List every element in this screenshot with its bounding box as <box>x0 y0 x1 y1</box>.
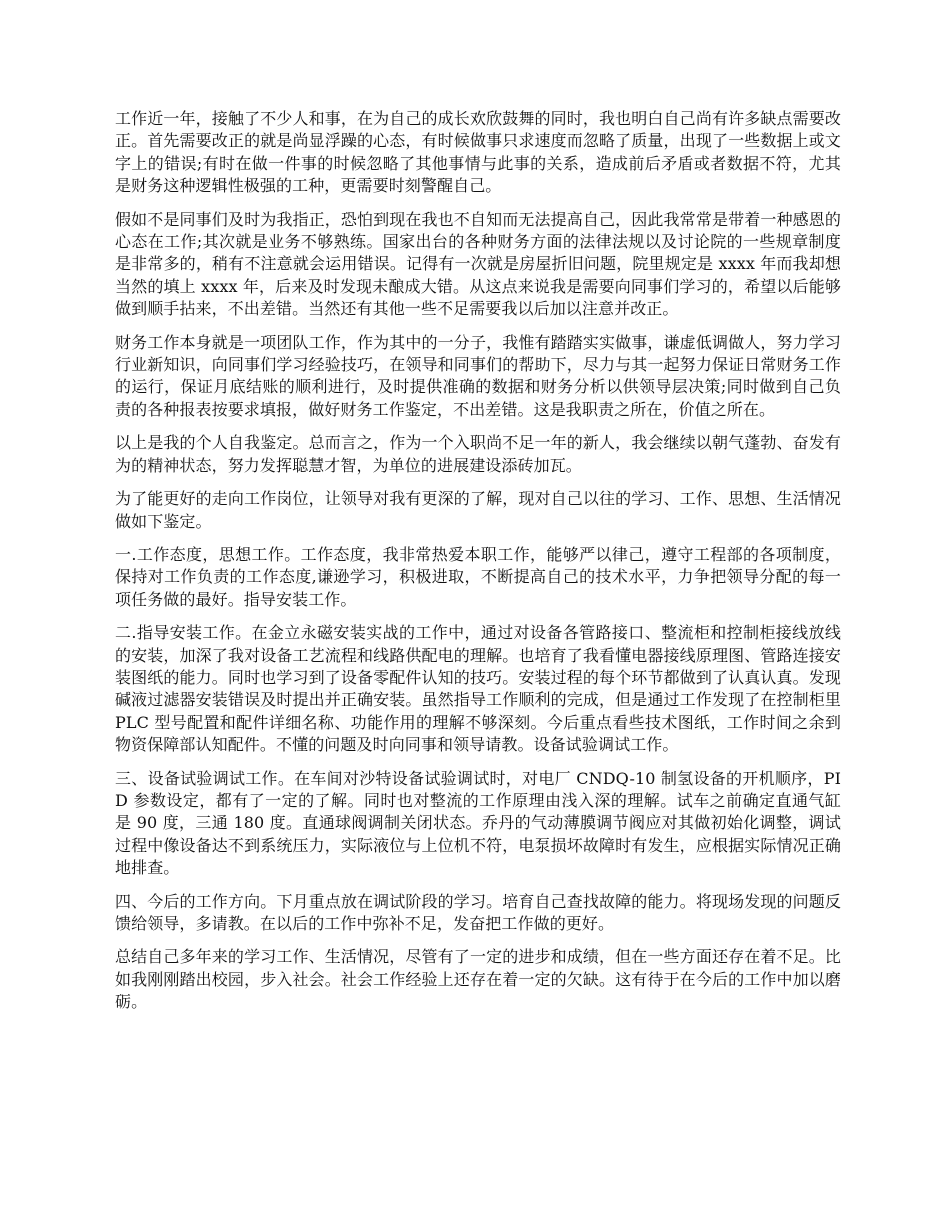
paragraph-1: 工作近一年，接触了不少人和事，在为自己的成长欢欣鼓舞的同时，我也明白自己尚有许多缺点需要改正。首先需要改正的就是尚显浮躁的心态，有时候做事只求速度而忽略了质量，出现了一些数据上或文字上的错误;有时在做一件事的时候忽略了其他事情与此事的关系，造成前后矛盾或者数据不符，尤其是财务这种逻辑性极强的工种，更需要时刻警醒自己。 <box>115 109 841 196</box>
paragraph-8: 三、设备试验调试工作。在车间对沙特设备试验调试时，对电厂 CNDQ-10 制氢设备的开机顺序，PID 参数设定，都有了一定的了解。同时也对整流的工作原理由浅入深的理解。试车之前确定直通气缸是 90 度，三通 180 度。直通球阀调制关闭状态。乔丹的气动薄膜调节阀应对其做初始化调整，调试过程中像设备达不到系统压力，实际液位与上位机不符，电泵损坏故障时有发生，应根据实际情况正确地排查。 <box>115 768 841 878</box>
paragraph-2: 假如不是同事们及时为我指正，恐怕到现在我也不自知而无法提高自己，因此我常常是带着一种感恩的心态在工作;其次就是业务不够熟练。国家出台的各种财务方面的法律法规以及讨论院的一些规章制度是非常多的，稍有不注意就会运用错误。记得有一次就是房屋折旧问题，院里规定是 xxxx 年而我却想当然的填上 xxxx 年，后来及时发现未酿成大错。从这点来说我是需要向同事们学习的，希望以后能够做到顺手拈来，不出差错。当然还有其他一些不足需要我以后加以注意并改正。 <box>115 209 841 319</box>
document-page <box>115 108 841 1025</box>
paragraph-4: 以上是我的个人自我鉴定。总而言之，作为一个入职尚不足一年的新人，我会继续以朝气蓬勃、奋发有为的精神状态，努力发挥聪慧才智，为单位的进展建设添砖加瓦。 <box>115 433 841 475</box>
paragraph-7: 二.指导安装工作。在金立永磁安装实战的工作中，通过对设备各管路接口、整流柜和控制柜接线放线的安装，加深了我对设备工艺流程和线路供配电的理解。也培育了我看懂电器接线原理图、管路连接安装图纸的能力。同时也学习到了设备零配件认知的技巧。安装过程的每个环节都做到了认真认真。发现碱液过滤器安装错误及时提出并正确安装。虽然指导工作顺利的完成，但是通过工作发现了在控制柜里 PLC 型号配置和配件详细名称、功能作用的理解不够深刻。今后重点看些技术图纸，工作时间之余到物资保障部认知配件。不懂的问题及时向同事和领导请教。设备试验调试工作。 <box>115 623 841 755</box>
paragraph-3: 财务工作本身就是一项团队工作，作为其中的一分子，我惟有踏踏实实做事，谦虚低调做人，努力学习行业新知识，向同事们学习经验技巧，在领导和同事们的帮助下，尽力与其一起努力保证日常财务工作的运行，保证月底结账的顺利进行，及时提供准确的数据和财务分析以供领导层决策;同时做到自己负责的各种报表按要求填报，做好财务工作鉴定，不出差错。这是我职责之所在，价值之所在。 <box>115 332 841 419</box>
paragraph-10: 总结自己多年来的学习工作、生活情况，尽管有了一定的进步和成绩，但在一些方面还存在着不足。比如我刚刚踏出校园，步入社会。社会工作经验上还存在着一定的欠缺。这有待于在今后的工作中加以磨砺。 <box>115 947 841 1012</box>
paragraph-6: 一.工作态度，思想工作。工作态度，我非常热爱本职工作，能够严以律己，遵守工程部的各项制度，保持对工作负责的工作态度,谦逊学习，积极进取，不断提高自己的技术水平，力争把领导分配的每一项任务做的最好。指导安装工作。 <box>115 544 841 609</box>
paragraph-9: 四、今后的工作方向。下月重点放在调试阶段的学习。培育自己查找故障的能力。将现场发现的问题反馈给领导，多请教。在以后的工作中弥补不足，发奋把工作做的更好。 <box>115 891 841 933</box>
paragraph-5: 为了能更好的走向工作岗位，让领导对我有更深的了解，现对自己以往的学习、工作、思想、生活情况做如下鉴定。 <box>115 489 841 531</box>
